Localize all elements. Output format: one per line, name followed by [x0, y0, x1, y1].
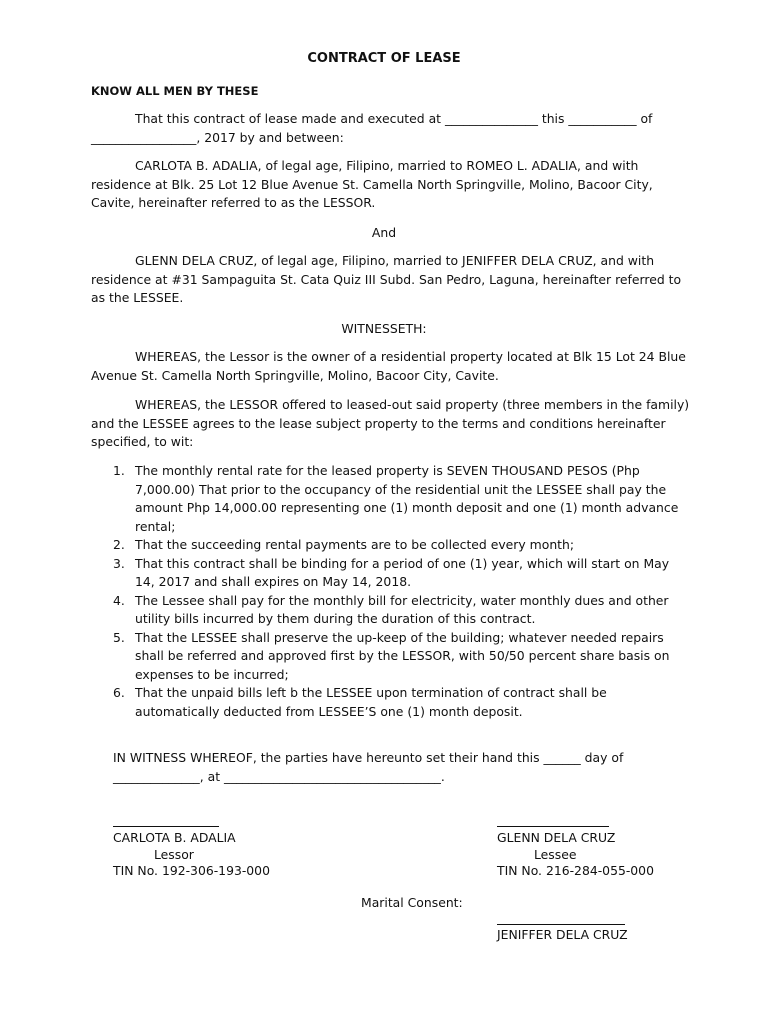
spouse-signature-line	[497, 924, 625, 925]
list-item-number: 6.	[113, 685, 125, 700]
list-item	[91, 684, 691, 721]
witnesseth-heading: WITNESSETH:	[341, 321, 427, 336]
lessor-role: Lessor	[154, 847, 194, 862]
document-heading: KNOW ALL MEN BY THESE	[91, 84, 259, 98]
list-item-text: That the LESSEE shall preserve the up-keep of the building; whatever needed repairs shall be referred and approved first by the LESSOR, with 50/50 percent share basis on expenses to be incurred;	[135, 629, 670, 682]
list-item-text: The monthly rental rate for the leased property is SEVEN THOUSAND PESOS (Php 7,000.00) That prior to the occupancy of the residential unit the LESSEE shall pay the amount Php 14,000.00 representing one (1) month deposit and one (1) month advance rental;	[135, 463, 679, 534]
document-title: CONTRACT OF LEASE	[307, 51, 461, 66]
lessee-name: GLENN DELA CRUZ	[497, 830, 616, 845]
list-item-number: 4.	[113, 592, 125, 608]
intro-paragraph: That this contract of lease made and executed at _______________ this ___________ of _________________, 2017 by and between:	[91, 111, 653, 145]
lessor-name: CARLOTA B. ADALIA	[113, 830, 236, 845]
lessor-paragraph: CARLOTA B. ADALIA, of legal age, Filipino, married to ROMEO L. ADALIA, and with residence at Blk. 25 Lot 12 Blue Avenue St. Camella North Springville, Molino, Bacoor City, Cavite, hereinafter referred to as the LESSOR.	[91, 158, 653, 210]
lessee-signature-line	[497, 826, 609, 827]
lessee-role: Lessee	[534, 847, 577, 862]
marital-consent-label: Marital Consent:	[361, 895, 463, 910]
list-item	[91, 629, 691, 685]
list-item-number: 3.	[113, 555, 125, 571]
whereas-paragraph-2: WHEREAS, the LESSOR offered to leased-out said property (three members in the family) and the LESSEE agrees to the lease subject property to the terms and conditions hereinafter specified, to wit:	[91, 397, 690, 449]
list-item-number: 1.	[113, 463, 125, 478]
list-item	[91, 536, 691, 555]
lessor-tin: TIN No. 192-306-193-000	[113, 863, 270, 878]
list-item-number: 2.	[113, 537, 125, 552]
list-item-text: That this contract shall be binding for a period of one (1) year, which will start on May 14, 2017 and shall expires on May 14, 2018.	[135, 555, 670, 589]
whereas-paragraph-1: WHEREAS, the Lessor is the owner of a residential property located at Blk 15 Lot 24 Blue Avenue St. Camella North Springville, Molino, Bacoor City, Cavite.	[91, 349, 686, 383]
list-item-text: That the unpaid bills left b the LESSEE upon termination of contract shall be automatically deducted from LESSEE’S one (1) month deposit.	[135, 685, 607, 719]
list-item	[91, 462, 691, 536]
lessee-tin: TIN No. 216-284-055-000	[497, 863, 654, 878]
and-label: And	[371, 225, 397, 240]
list-item-text: That the succeeding rental payments are to be collected every month;	[135, 537, 575, 552]
list-item	[91, 592, 691, 629]
witness-clause: IN WITNESS WHEREOF, the parties have hereunto set their hand this ______ day of ______________, at ___________________________________.	[113, 750, 624, 784]
spouse-name: JENIFFER DELA CRUZ	[497, 927, 628, 942]
list-item	[91, 555, 691, 592]
lessee-paragraph: GLENN DELA CRUZ, of legal age, Filipino, married to JENIFFER DELA CRUZ, and with residence at #31 Sampaguita St. Cata Quiz III Subd. San Pedro, Laguna, hereinafter referred to as the LESSEE.	[91, 253, 682, 305]
list-item-number: 5.	[113, 629, 125, 645]
lessor-signature-line	[113, 826, 219, 827]
list-item-text: The Lessee shall pay for the monthly bill for electricity, water monthly dues and other utility bills incurred by them during the duration of this contract.	[135, 592, 669, 626]
terms-list	[91, 462, 691, 721]
